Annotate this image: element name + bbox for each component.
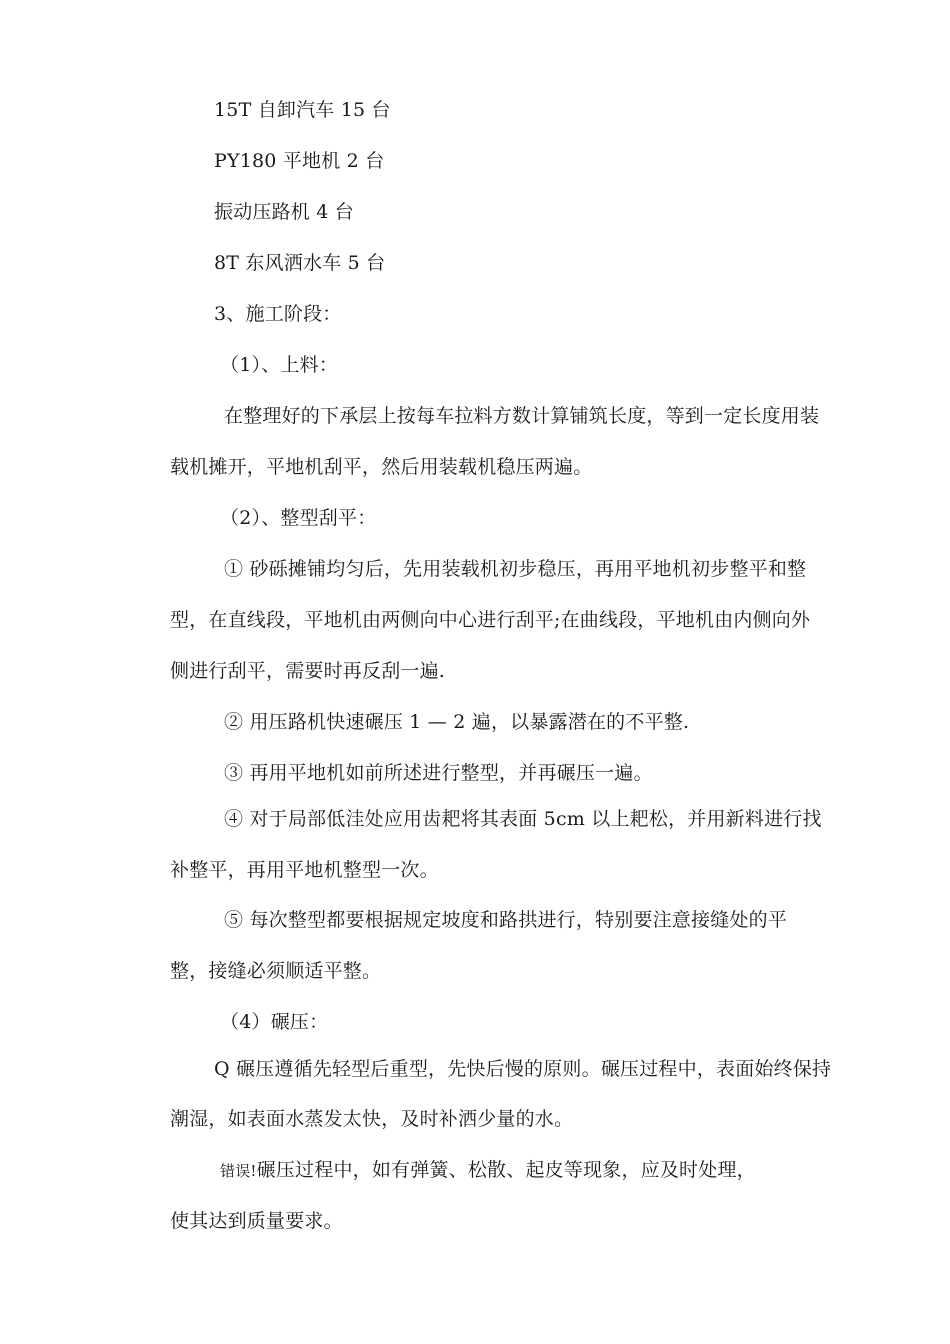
equipment-vibratory-roller: 振动压路机 4 台 [214, 201, 354, 223]
compaction-paragraph-1-line-1: Q 碾压遵循先轻型后重型，先快后慢的原则。碾压过程中，表面始终保持 [214, 1058, 832, 1080]
shaping-item-5-line-2: 整，接缝必须顺适平整。 [170, 960, 382, 982]
paragraph-loading-line-2: 载机摊开，平地机刮平，然后用装载机稳压两遍。 [170, 456, 593, 478]
compaction-paragraph-2-text: 碾压过程中，如有弹簧、松散、起皮等现象，应及时处理， [256, 1159, 756, 1181]
error-marker: 错误! [220, 1162, 257, 1180]
shaping-item-1-line-3: 侧进行刮平，需要时再反刮一遍. [170, 660, 446, 682]
shaping-item-4-line-1: ④ 对于局部低洼处应用齿耙将其表面 5cm 以上耙松，并用新料进行找 [224, 808, 822, 830]
shaping-item-1-line-2: 型，在直线段，平地机由两侧向中心进行刮平;在曲线段，平地机由内侧向外 [170, 609, 811, 631]
section-heading-construction-stage: 3、施工阶段： [214, 303, 342, 325]
step-heading-compaction: （4）碾压： [220, 1011, 329, 1033]
step-heading-loading: （1）、上料： [220, 354, 338, 376]
shaping-item-4-line-2: 补整平，再用平地机整型一次。 [170, 859, 439, 881]
compaction-paragraph-1-line-2: 潮湿，如表面水蒸发太快，及时补洒少量的水。 [170, 1108, 574, 1130]
paragraph-loading-line-1: 在整理好的下承层上按每车拉料方数计算铺筑长度，等到一定长度用装 [224, 405, 820, 427]
equipment-grader: PY180 平地机 2 台 [214, 150, 385, 172]
shaping-item-2: ② 用压路机快速碾压 1 — 2 遍，以暴露潜在的不平整. [224, 711, 690, 733]
compaction-paragraph-2-line-1 [220, 1157, 756, 1184]
equipment-dump-truck: 15T 自卸汽车 15 台 [214, 99, 391, 121]
shaping-item-5-line-1: ⑤ 每次整型都要根据规定坡度和路拱进行，特别要注意接缝处的平 [224, 909, 788, 931]
compaction-paragraph-2-line-2: 使其达到质量要求。 [170, 1210, 343, 1232]
equipment-water-truck: 8T 东风洒水车 5 台 [214, 252, 386, 274]
shaping-item-1-line-1: ① 砂砾摊铺均匀后，先用装载机初步稳压，再用平地机初步整平和整 [224, 558, 807, 580]
step-heading-shaping: （2）、整型刮平： [220, 507, 377, 529]
shaping-item-3: ③ 再用平地机如前所述进行整型，并再碾压一遍。 [224, 762, 653, 784]
